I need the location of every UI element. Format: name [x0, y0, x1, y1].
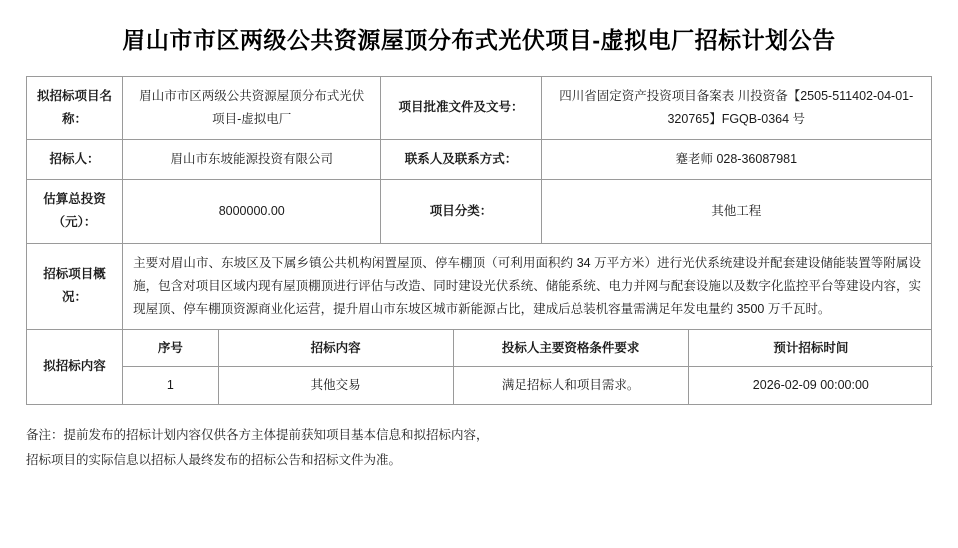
cell-index: 1 — [123, 367, 218, 404]
remark-line-1: 备注：提前发布的招标计划内容仅供各方主体提前获知项目基本信息和拟招标内容， — [26, 427, 489, 442]
bid-content-table — [123, 330, 933, 404]
bid-content-row — [123, 367, 933, 404]
bid-content-header-row — [123, 330, 933, 367]
remark — [26, 423, 932, 473]
row-label-project-name: 拟招标项目名称： — [27, 76, 123, 139]
table-row-overview — [27, 243, 932, 329]
row-label-investment: 估算总投资（元）： — [27, 180, 123, 243]
row-label-category: 项目分类： — [381, 180, 541, 243]
col-header-qualification: 投标人主要资格条件要求 — [453, 330, 688, 367]
row-value-tenderer: 眉山市东坡能源投资有限公司 — [123, 140, 381, 180]
table-row-bid-content — [27, 329, 932, 404]
table-row — [27, 180, 932, 243]
col-header-content: 招标内容 — [218, 330, 453, 367]
row-value-overview: 主要对眉山市、东坡区及下属乡镇公共机构闲置屋顶、停车棚顶（可利用面积约 34 万平方米）进行光伏系统建设并配套建设储能装置等附属设施，包含对项目区域内现有屋顶棚顶进行评估与改造、同时建设光伏系统、储能系统、电力并网与配套设施以及数字化监控平台等建设内容，实现屋顶、停车棚顶资源商业化运营，提升眉山市东坡区城市新能源占比，建成后总装机容量需满足年发电量约 3500 万千瓦时。 — [123, 243, 932, 329]
row-label-overview: 招标项目概况： — [27, 243, 123, 329]
row-value-investment: 8000000.00 — [123, 180, 381, 243]
row-label-contact: 联系人及联系方式： — [381, 140, 541, 180]
row-label-bid-content: 拟招标内容 — [27, 329, 123, 404]
row-value-category: 其他工程 — [541, 180, 931, 243]
row-value-contact: 蹇老师 028-36087981 — [541, 140, 931, 180]
announcement-table — [26, 76, 932, 405]
page-title: 眉山市市区两级公共资源屋顶分布式光伏项目-虚拟电厂招标计划公告 — [122, 27, 836, 53]
row-label-tenderer: 招标人： — [27, 140, 123, 180]
cell-qualification: 满足招标人和项目需求。 — [453, 367, 688, 404]
col-header-index: 序号 — [123, 330, 218, 367]
row-value-project-name: 眉山市市区两级公共资源屋顶分布式光伏项目-虚拟电厂 — [123, 76, 381, 139]
table-row — [27, 76, 932, 139]
bid-content-cell — [123, 329, 932, 404]
cell-time: 2026-02-09 00:00:00 — [688, 367, 933, 404]
row-label-approval-doc: 项目批准文件及文号： — [381, 76, 541, 139]
remark-line-2: 招标项目的实际信息以招标人最终发布的招标公告和招标文件为准。 — [26, 452, 402, 467]
table-row — [27, 140, 932, 180]
cell-content: 其他交易 — [218, 367, 453, 404]
row-value-approval-doc: 四川省固定资产投资项目备案表 川投资备【2505-511402-04-01-320765】FGQB-0364 号 — [541, 76, 931, 139]
col-header-time: 预计招标时间 — [688, 330, 933, 367]
